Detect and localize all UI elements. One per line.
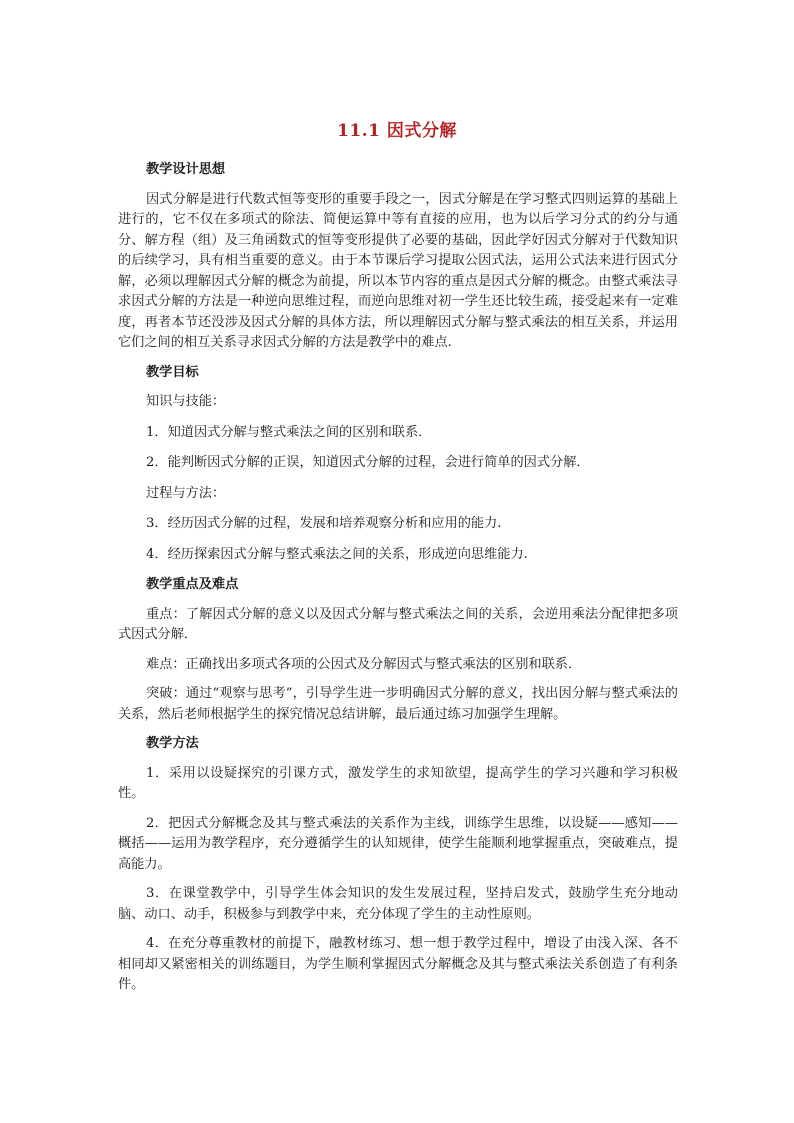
goal-item-2: 2．能判断因式分解的正误，知道因式分解的过程，会进行简单的因式分解． xyxy=(146,455,590,470)
section-heading-goals: 教学目标 xyxy=(146,364,199,380)
document-title: 11.1 因式分解 xyxy=(337,121,457,141)
section-heading-methods: 教学方法 xyxy=(146,736,199,751)
method-item-4: 4．在充分尊重教材的前提下，融教材练习、想一想于教学过程中，增设了由浅入深、各不相同却又紧密相关的训练题目，为学生顺利掌握因式分解概念及其与整式乘法关系创造了有利条件。 xyxy=(118,936,678,992)
keypoint-breakthrough: 突破：通过“观察与思考”，引导学生进一步明确因式分解的意义，找出因分解与整式乘法的关系，然后老师根据学生的探究情况总结讲解，最后通过练习加强学生理解。 xyxy=(118,686,678,722)
goals-subheading-knowledge: 知识与技能： xyxy=(146,394,226,409)
goal-item-3: 3．经历因式分解的过程，发展和培养观察分析和应用的能力. xyxy=(146,516,502,531)
method-item-3: 3．在课堂教学中，引导学生体会知识的发生发展过程，坚持启发式，鼓励学生充分地动脑、动口、动手，积极参与到教学中来，充分体现了学生的主动性原则。 xyxy=(118,886,678,922)
document-body xyxy=(118,160,678,1005)
keypoint-difficulty: 难点：正确找出多项式各项的公因式及分解因式与整式乘法的区别和联系． xyxy=(146,656,582,672)
method-item-1: 1．采用以设疑探究的引课方式，激发学生的求知欲望，提高学生的学习兴趣和学习积极性。 xyxy=(118,765,678,801)
section-heading-design: 教学设计思想 xyxy=(146,162,226,177)
design-paragraph: 因式分解是进行代数式恒等变形的重要手段之一，因式分解是在学习整式四则运算的基础上进行的，它不仅在多项式的除法、简便运算中等有直接的应用，也为以后学习分式的约分与通分、解方程（组）及三角函数式的恒等变形提供了必要的基础，因此学好因式分解对于代数知识的后续学习，具有相当重要的意义。由于本节课后学习提取公因式法，运用公式法来进行因式分解，必须以理解因式分解的概念为前提，所以本节内容的重点是因式分解的概念。由整式乘法寻求因式分解的方法是一种逆向思维过程，而逆向思维对初一学生还比较生疏，接受起来有一定难度，再者本节还没涉及因式分解的具体方法，所以理解因式分解与整式乘法的相互关系，并运用它们之间的相互关系寻求因式分解的方法是教学中的难点. xyxy=(118,191,678,350)
goal-item-1: 1．知道因式分解与整式乘法之间的区别和联系． xyxy=(146,424,432,440)
goal-item-4: 4．经历探索因式分解与整式乘法之间的关系，形成逆向思维能力. xyxy=(146,546,528,562)
goals-subheading-process: 过程与方法： xyxy=(146,485,226,501)
keypoint-key: 重点：了解因式分解的意义以及因式分解与整式乘法之间的关系，会逆用乘法分配律把多项式因式分解． xyxy=(118,606,678,642)
method-item-2: 2．把因式分解概念及其与整式乘法的关系作为主线，训练学生思维，以设疑——感知——概括——运用为教学程序，充分遵循学生的认知规律，使学生能顺利地掌握重点，突破难点，提高能力。 xyxy=(118,815,678,872)
section-heading-keypoints: 教学重点及难点 xyxy=(146,577,239,592)
